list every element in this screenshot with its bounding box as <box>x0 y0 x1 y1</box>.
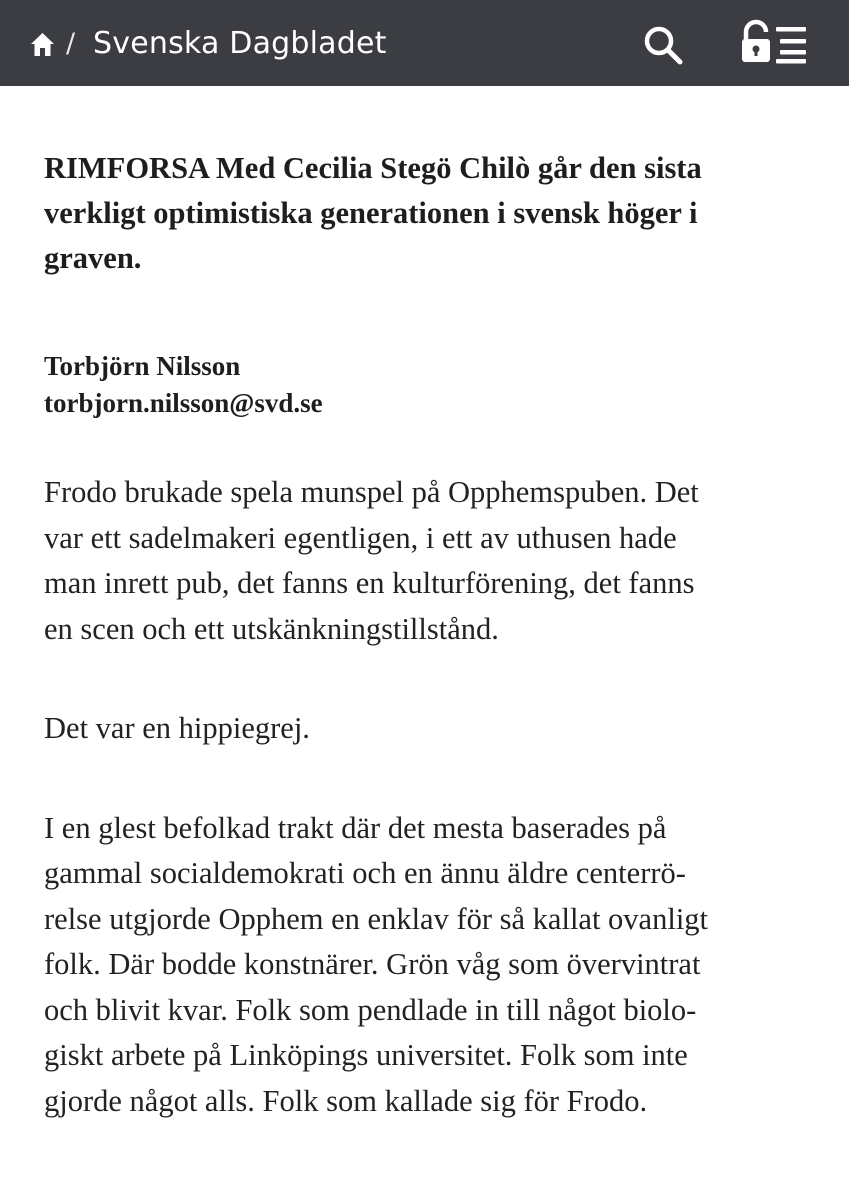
paragraph-line: giskt arbete på Linköpings universitet. Folk som inte <box>44 1038 688 1072</box>
article-body <box>44 146 814 1124</box>
home-icon[interactable] <box>30 32 55 57</box>
author-byline <box>44 348 814 422</box>
paragraph-line: I en glest befolkad trakt där det mesta baserades på <box>44 810 667 845</box>
lede-line: RIMFORSA Med Cecilia Stegö Chilò går den sista <box>44 151 702 185</box>
paragraph-line: var ett sadelmakeri egentligen, i ett av uthusen hade <box>44 520 677 555</box>
top-navigation-bar <box>0 0 849 86</box>
paragraph-line: Det var en hippiegrej. <box>44 711 310 745</box>
paragraph-line: en scen och ett utskänkningstillstånd. <box>44 611 499 646</box>
paragraph-line: folk. Där bodde konstnärer. Grön våg som övervintrat <box>44 947 701 981</box>
paragraph-line: man inrett pub, det fanns en kulturförening, det fanns <box>44 566 695 600</box>
paragraph-line: gammal socialdemokrati och en ännu äldre centerrö- <box>44 856 686 890</box>
breadcrumb-separator: / <box>66 28 76 59</box>
author-name: Torbjörn Nilsson <box>44 351 241 381</box>
search-icon[interactable] <box>640 22 686 68</box>
lede-line: verkligt optimistiska generationen i svensk höger i <box>44 196 698 230</box>
paragraph-line: Frodo brukade spela munspel på Opphemspuben. Det <box>44 475 699 509</box>
paragraph-line: gjorde något alls. Folk som kallade sig för Frodo. <box>44 1083 648 1118</box>
article-lede <box>44 146 814 281</box>
site-title-link[interactable]: Svenska Dagbladet <box>93 26 387 61</box>
lock-menu-icon[interactable] <box>738 18 808 68</box>
lede-line: graven. <box>44 241 142 275</box>
paragraph-line: och blivit kvar. Folk som pendlade in till något biolo- <box>44 992 697 1027</box>
article-paragraph <box>44 470 814 652</box>
author-email[interactable]: torbjorn.nilsson@svd.se <box>44 388 323 418</box>
article-paragraph <box>44 806 814 1125</box>
paragraph-line: relse utgjorde Opphem en enklav för så kallat ovanligt <box>44 901 709 936</box>
article-paragraph <box>44 706 814 752</box>
